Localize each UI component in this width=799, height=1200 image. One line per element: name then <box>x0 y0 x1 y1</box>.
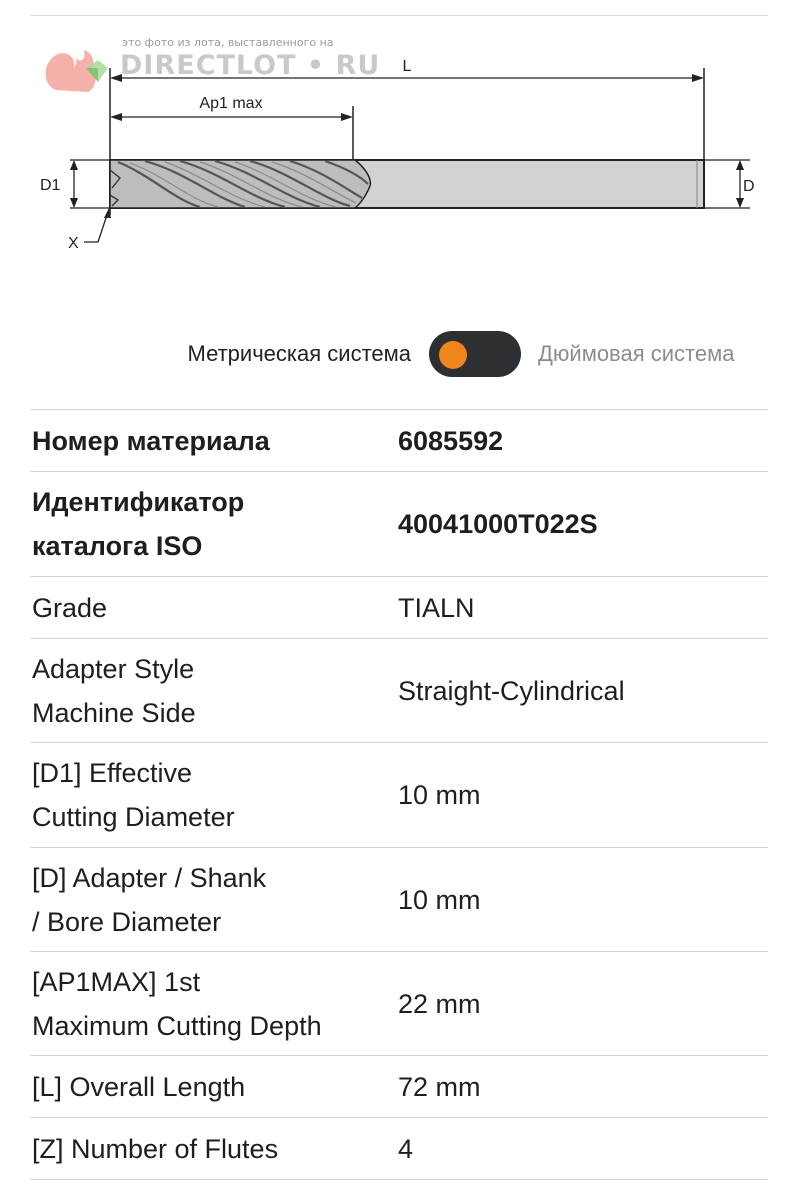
corner-leader-line <box>84 212 108 242</box>
imperial-system-label[interactable]: Дюймовая система <box>538 341 735 366</box>
watermark-site: DIRECTLOT • RU <box>120 50 381 81</box>
spec-row <box>30 743 768 848</box>
squirrel-logo-icon <box>42 38 112 94</box>
spec-label: [Z] Number of Flutes <box>32 1133 279 1164</box>
spec-row <box>30 952 768 1056</box>
spec-row <box>30 848 768 952</box>
spec-row <box>30 472 768 577</box>
spec-label: [AP1MAX] 1st Maximum Cutting Depth <box>32 966 322 1041</box>
spec-value: 6085592 <box>398 425 504 456</box>
d1-arrow-top <box>70 160 78 170</box>
spec-value: 10 mm <box>398 884 481 915</box>
spec-row <box>30 1118 768 1180</box>
watermark <box>42 34 381 94</box>
spec-row <box>30 1056 768 1118</box>
spec-row <box>30 410 768 472</box>
spec-label: Adapter Style Machine Side <box>32 653 196 728</box>
depth-arrow-left <box>110 113 122 121</box>
spec-value: 40041000T022S <box>398 509 598 539</box>
spec-value: 72 mm <box>398 1071 481 1102</box>
spec-value: TIALN <box>398 592 475 623</box>
d1-arrow-bottom <box>70 198 78 208</box>
length-arrow-right <box>692 74 704 82</box>
spec-row <box>30 639 768 743</box>
d-arrow-bottom <box>736 198 744 208</box>
spec-label: Grade <box>32 592 108 623</box>
watermark-caption: это фото из лота, выставленного на <box>122 36 334 49</box>
unit-toggle-row <box>0 330 799 378</box>
corner-label: X <box>68 235 79 252</box>
spec-label: [D1] Effective Cutting Diameter <box>32 758 235 832</box>
depth-arrow-right <box>341 113 353 121</box>
flute-section <box>110 160 370 208</box>
d-label: D <box>743 178 755 195</box>
depth-label: Ap1 max <box>199 95 263 112</box>
spec-value: 22 mm <box>398 988 481 1019</box>
spec-label: Номер материала <box>32 425 270 456</box>
switch-knob <box>439 341 467 369</box>
spec-value: Straight-Cylindrical <box>398 675 625 706</box>
spec-value: 4 <box>398 1133 414 1164</box>
unit-system-switch[interactable] <box>429 331 521 377</box>
spec-label: [D] Adapter / Shank / Bore Diameter <box>32 862 267 937</box>
spec-row <box>30 577 768 639</box>
d-arrow-top <box>736 160 744 170</box>
d1-label: D1 <box>40 177 61 194</box>
spec-label: [L] Overall Length <box>32 1071 246 1102</box>
spec-value: 10 mm <box>398 780 481 810</box>
spec-table <box>30 409 768 1180</box>
length-label: L <box>402 58 412 75</box>
spec-label: Идентификатор каталога ISO <box>32 487 245 561</box>
metric-system-label[interactable]: Метрическая система <box>187 341 411 366</box>
